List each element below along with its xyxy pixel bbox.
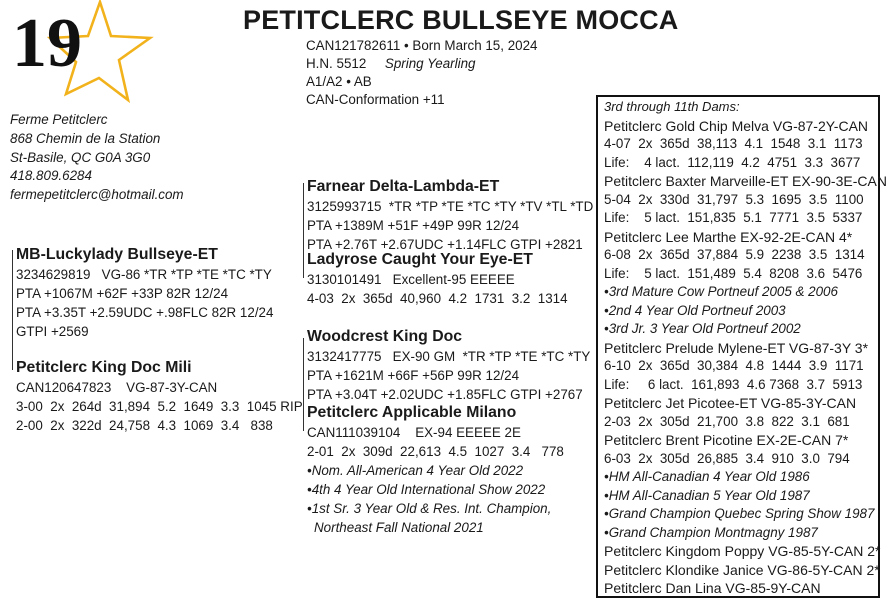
ancestor-record: Life: 6 lact. 161,893 4.6 7368 3.7 5913 [604, 376, 863, 392]
dam-dam-award: •Nom. All-American 4 Year Old 2022 [307, 463, 524, 478]
sire-sire-line: PTA +2.76T +2.67UDC +1.14FLC GTPI +2821 [307, 237, 583, 252]
dam-name: Petitclerc King Doc Mili [16, 359, 192, 376]
consignor-address: 868 Chemin de la Station [10, 130, 161, 146]
consignor-email: fermepetitclerc@hotmail.com [10, 187, 184, 203]
ancestor-name: Petitclerc Klondike Janice VG-86-5Y-CAN 2* [604, 561, 880, 578]
ancestor-award: •2nd 4 Year Old Portneuf 2003 [604, 302, 786, 318]
sire-line: PTA +3.35T +2.59UDC +.98FLC 82R 12/24 [16, 305, 274, 320]
sire-sire-block [307, 177, 593, 254]
dam-dam-award: •1st Sr. 3 Year Old & Res. Int. Champion, [307, 501, 552, 516]
dam-block [16, 358, 303, 435]
ancestor-record: Life: 5 lact. 151,835 5.1 7771 3.5 5337 [604, 210, 863, 225]
dam-sire-line: PTA +3.04T +2.02UDC +1.85FLC GTPI +2767 [307, 387, 583, 402]
ancestor-name: Petitclerc Lee Marthe EX-92-2E-CAN 4* [604, 228, 853, 245]
dam-dam-award: Northeast Fall National 2021 [314, 520, 484, 535]
consignor-name: Ferme Petitclerc [10, 112, 108, 127]
consignor-city: St-Basile, QC G0A 3G0 [10, 149, 151, 165]
sire-sire-line: PTA +1389M +51F +49P 99R 12/24 [307, 218, 520, 233]
sire-sire-name: Farnear Delta-Lambda-ET [307, 178, 500, 195]
sire-line: PTA +1067M +62F +33P 82R 12/24 [16, 286, 229, 301]
sire-dam-block [307, 250, 568, 308]
herd-number: H.N. 5512 [306, 56, 367, 71]
ancestor-name: Petitclerc Dan Lina VG-85-9Y-CAN [604, 580, 821, 596]
ancestor-record: 6-10 2x 365d 30,384 4.8 1444 3.9 1171 [604, 358, 864, 373]
dam-dam-block [307, 403, 564, 537]
dam-sire-block [307, 327, 590, 404]
ancestor-record: 6-03 2x 305d 26,885 3.4 910 3.0 794 [604, 450, 850, 466]
lot-title: PETITCLERC BULLSEYE MOCCA [243, 5, 679, 35]
dam-dam-award: •4th 4 Year Old International Show 2022 [307, 482, 546, 497]
ancestor-record: 5-04 2x 330d 31,797 5.3 1695 3.5 1100 [604, 191, 864, 207]
ancestor-name: Petitclerc Prelude Mylene-ET VG-87-3Y 3* [604, 339, 869, 356]
ancestor-record: Life: 4 lact. 112,119 4.2 4751 3.3 3677 [604, 154, 861, 170]
dam-side-bracket-line [303, 338, 304, 431]
dam-dam-name: Petitclerc Applicable Milano [307, 404, 517, 421]
sire-name: MB-Luckylady Bullseye-ET [16, 246, 218, 263]
genotype: A1/A2 • AB [306, 74, 372, 89]
ancestor-award: •Grand Champion Quebec Spring Show 1987 [604, 506, 875, 521]
ancestor-record: 6-08 2x 365d 37,884 5.9 2238 3.5 1314 [604, 247, 865, 262]
sire-dam-name: Ladyrose Caught Your Eye-ET [307, 251, 533, 268]
ancestor-record: Life: 5 lact. 151,489 5.4 8208 3.6 5476 [604, 265, 863, 281]
sire-bracket-line [12, 250, 13, 370]
ancestor-award: •HM All-Canadian 5 Year Old 1987 [604, 487, 810, 503]
sale-class: Spring Yearling [384, 56, 476, 71]
ancestor-name: Petitclerc Brent Picotine EX-2E-CAN 7* [604, 432, 849, 448]
dams-list [604, 98, 887, 598]
consignor-info [10, 111, 184, 205]
consignor-phone: 418.809.6284 [10, 168, 92, 184]
sire-sire-line: 3125993715 *TR *TP *TE *TC *TY *TV *TL *TD [307, 199, 594, 214]
ancestor-name: Petitclerc Kingdom Poppy VG-85-5Y-CAN 2* [604, 543, 881, 559]
dam-sire-line: PTA +1621M +66F +56P 99R 12/24 [307, 368, 520, 383]
dam-sire-line: 3132417775 EX-90 GM *TR *TP *TE *TC *TY [307, 349, 591, 364]
dam-line: CAN120647823 VG-87-3Y-CAN [16, 380, 218, 395]
dam-dam-line: 2-01 2x 309d 22,613 4.5 1027 3.4 778 [307, 444, 564, 459]
sire-side-bracket-line [303, 183, 304, 278]
registration-birth: CAN121782611 • Born March 15, 2024 [306, 38, 538, 53]
herd-number-row [306, 55, 538, 73]
ancestor-award: •3rd Jr. 3 Year Old Portneuf 2002 [604, 321, 801, 336]
dam-line: 2-00 2x 322d 24,758 4.3 1069 3.4 838 [16, 418, 273, 433]
ancestor-name: Petitclerc Gold Chip Melva VG-87-2Y-CAN [604, 117, 869, 134]
ancestor-name: Petitclerc Jet Picotee-ET VG-85-3Y-CAN [604, 395, 857, 411]
dams-header: 3rd through 11th Dams: [604, 99, 740, 114]
lot-number: 19 [12, 5, 82, 82]
dam-dam-line: CAN111039104 EX-94 EEEEE 2E [307, 425, 521, 440]
sire-block [16, 245, 273, 341]
animal-info [306, 37, 538, 109]
sire-line: 3234629819 VG-86 *TR *TP *TE *TC *TY [16, 267, 272, 282]
sire-dam-line: 4-03 2x 365d 40,960 4.2 1731 3.2 1314 [307, 291, 568, 306]
ancestor-record: 2-03 2x 305d 21,700 3.8 822 3.1 681 [604, 413, 850, 429]
ancestor-record: 4-07 2x 365d 38,113 4.1 1548 3.1 1173 [604, 136, 863, 151]
sire-dam-line: 3130101491 Excellent-95 EEEEE [307, 272, 515, 287]
dam-line: 3-00 2x 264d 31,894 5.2 1649 3.3 1045 RIP [16, 399, 303, 414]
ancestor-award: •Grand Champion Montmagny 1987 [604, 524, 818, 540]
ancestor-award: •3rd Mature Cow Portneuf 2005 & 2006 [604, 284, 838, 299]
dam-sire-name: Woodcrest King Doc [307, 328, 463, 345]
ancestor-name: Petitclerc Baxter Marveille-ET EX-90-3E-CAN [604, 173, 887, 189]
sire-line: GTPI +2569 [16, 324, 89, 339]
ancestor-award: •HM All-Canadian 4 Year Old 1986 [604, 469, 810, 484]
conformation: CAN-Conformation +11 [306, 92, 445, 107]
